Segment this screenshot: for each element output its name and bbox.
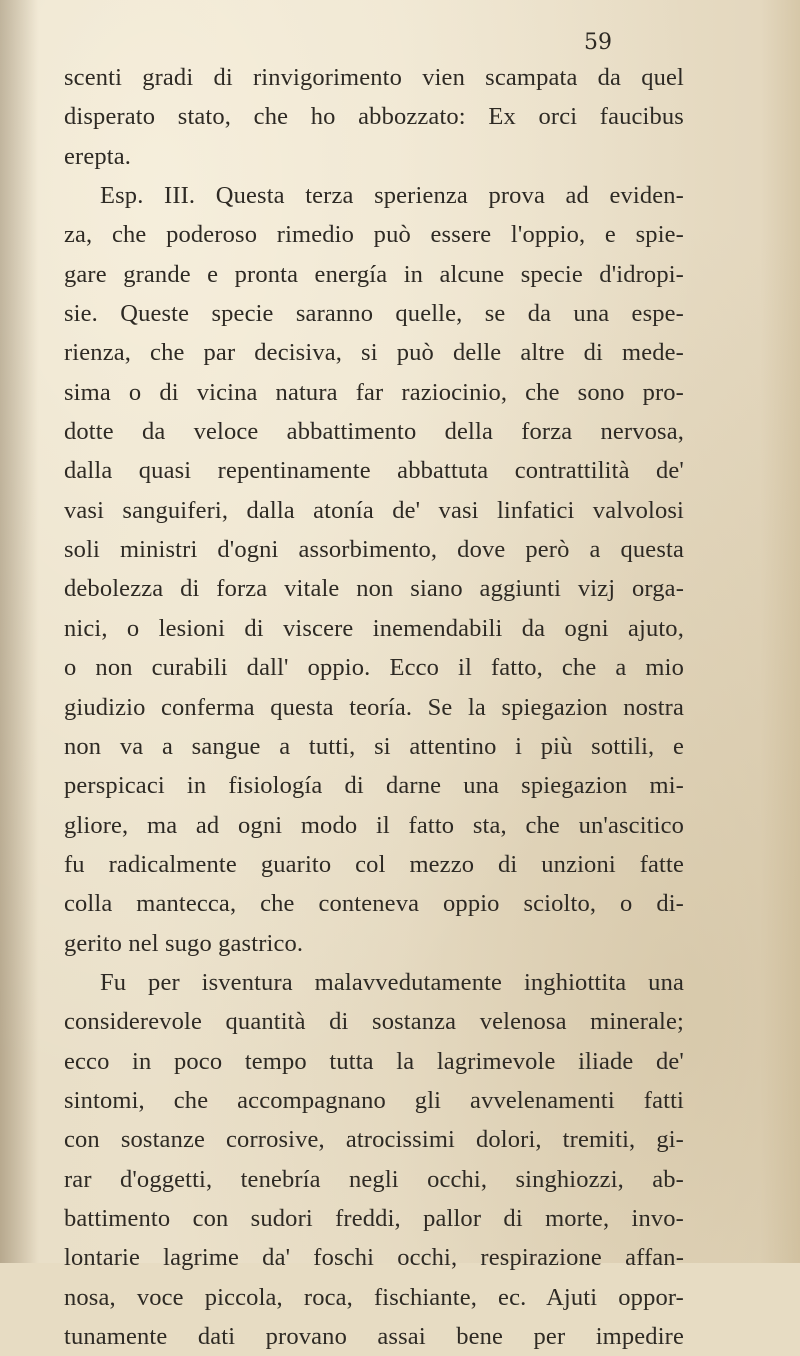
text-line: dotte da veloce abbattimento della forza nervosa, <box>64 418 684 446</box>
paragraph-start-line: Fu per isventura malavvedutamente inghiottita una <box>100 968 684 996</box>
body-text <box>64 58 684 1356</box>
text-line: colla mantecca, che conteneva oppio sciolto, o di- <box>64 890 684 918</box>
text-line: tunamente dati provano assai bene per impedire <box>64 1323 684 1350</box>
text-line: ecco in poco tempo tutta la lagrimevole iliade de' <box>64 1047 684 1075</box>
text-line: disperato stato, che ho abbozzato: Ex orci faucibus <box>64 103 684 131</box>
text-line: za, che poderoso rimedio può essere l'oppio, e spie- <box>64 221 684 249</box>
page-number: 59 <box>584 30 612 55</box>
text-line: vasi sanguiferi, dalla atonía de' vasi linfatici valvolosi <box>64 496 684 524</box>
text-line: sintomi, che accompagnano gli avvelenamenti fatti <box>64 1086 684 1114</box>
text-line: nici, o lesioni di viscere inemendabili da ogni ajuto, <box>64 614 684 642</box>
text-line: sima o di vicina natura far raziocinio, che sono pro- <box>64 378 684 406</box>
text-line: gliore, ma ad ogni modo il fatto sta, che un'ascitico <box>64 811 684 839</box>
text-line: gare grande e pronta energía in alcune specie d'idropi- <box>64 260 684 288</box>
text-line: debolezza di forza vitale non siano aggiunti vizj orga- <box>64 575 684 603</box>
page-gutter-shadow <box>0 0 38 1263</box>
text-line: sie. Queste specie saranno quelle, se da una espe- <box>64 300 684 328</box>
text-line: fu radicalmente guarito col mezzo di unzioni fatte <box>64 850 684 878</box>
text-line: battimento con sudori freddi, pallor di morte, invo- <box>64 1204 684 1232</box>
paragraph-start-line: Esp. III. Questa terza sperienza prova ad eviden- <box>100 182 684 210</box>
text-line: scenti gradi di rinvigorimento vien scampata da quel <box>64 64 684 91</box>
text-line: soli ministri d'ogni assorbimento, dove però a questa <box>64 536 684 564</box>
text-line: giudizio conferma questa teoría. Se la spiegazion nostra <box>64 693 684 721</box>
text-line: dalla quasi repentinamente abbattuta contrattilità de' <box>64 457 684 485</box>
text-line: non va a sangue a tutti, si attentino i più sottili, e <box>64 732 684 760</box>
text-line: con sostanze corrosive, atrocissimi dolori, tremiti, gi- <box>64 1126 684 1154</box>
text-line: o non curabili dall' oppio. Ecco il fatto, che a mio <box>64 654 684 682</box>
text-line: considerevole quantità di sostanza velenosa minerale; <box>64 1008 684 1036</box>
text-line: rienza, che par decisiva, si può delle altre di mede- <box>64 339 684 367</box>
text-line: perspicaci in fisiología di darne una spiegazion mi- <box>64 772 684 800</box>
text-line: rar d'oggetti, tenebría negli occhi, singhiozzi, ab- <box>64 1165 684 1193</box>
text-line: gerito nel sugo gastrico. <box>64 929 304 957</box>
text-line: erepta. <box>64 142 132 170</box>
text-line: nosa, voce piccola, roca, fischiante, ec. Ajuti oppor- <box>64 1283 684 1311</box>
text-line: lontarie lagrime da' foschi occhi, respirazione affan- <box>64 1244 684 1272</box>
